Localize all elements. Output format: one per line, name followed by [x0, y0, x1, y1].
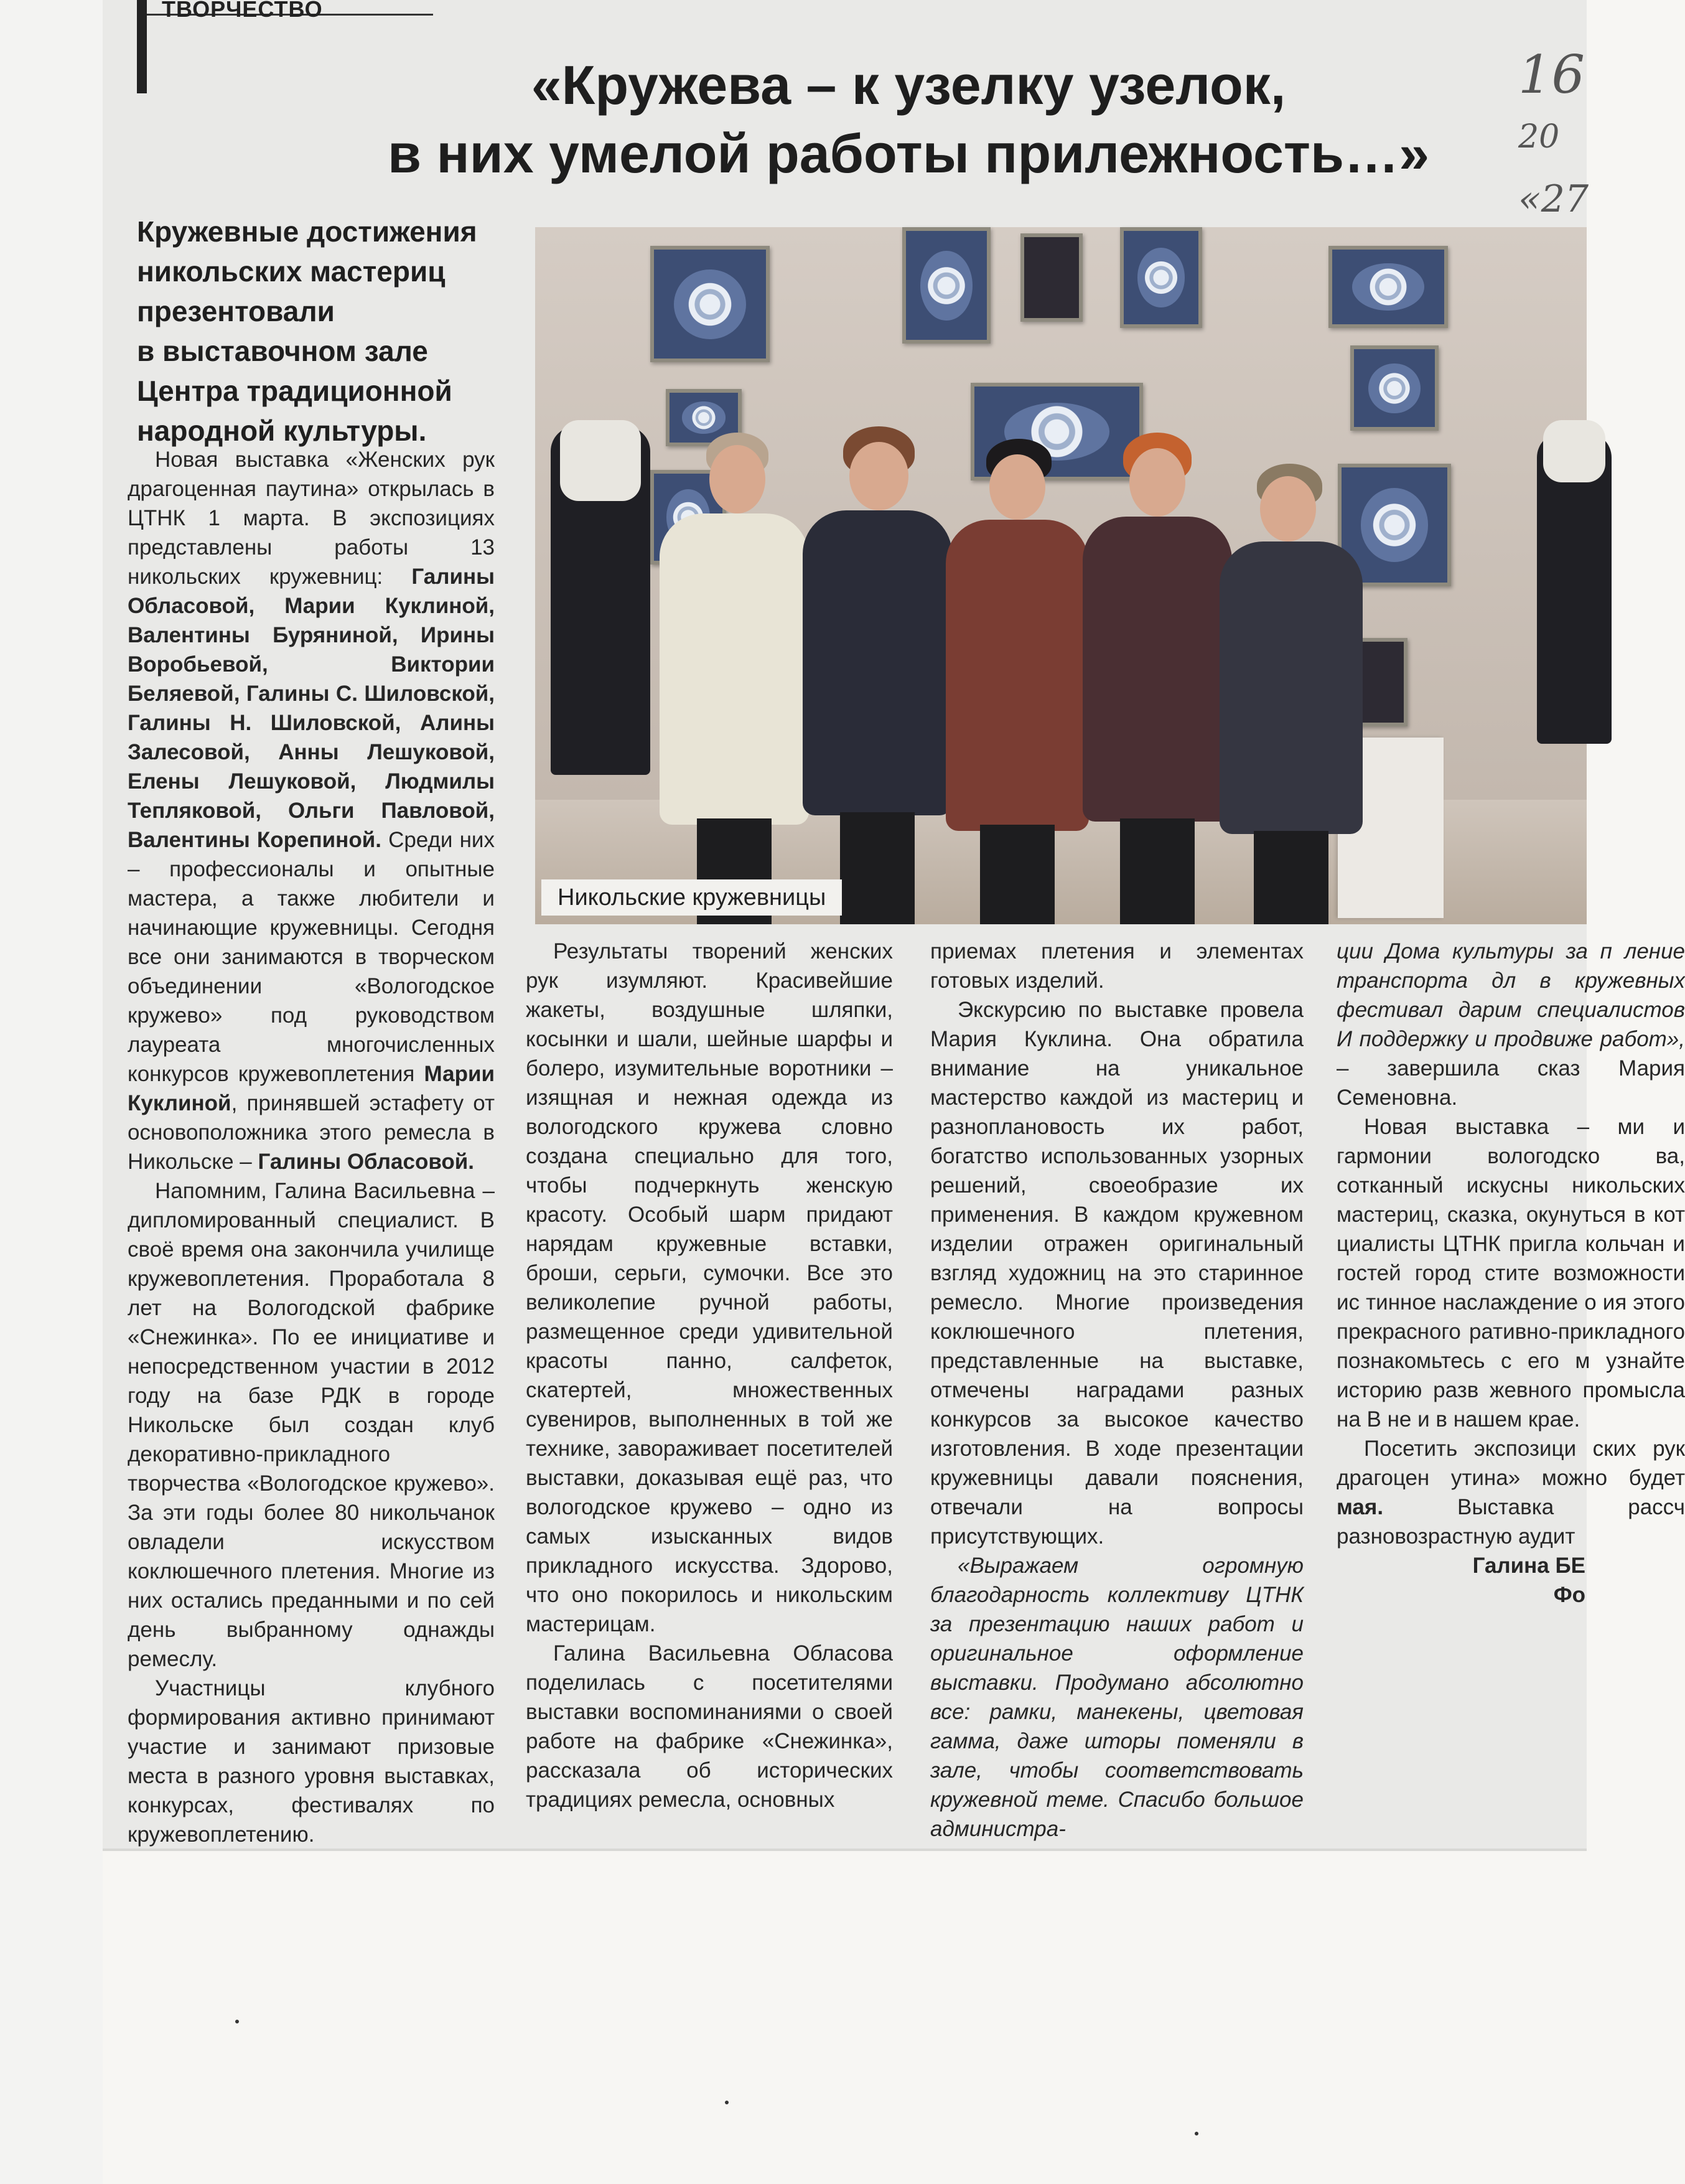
- article-lead: [137, 212, 485, 451]
- paragraph: Экскурсию по выставке провела Мария Куклина. Она обратила внимание на уникальное мастерство каждой из мастериц и разноплановость их работ, богатство использованных узорных решений, своеобразие их применения. В каждом кружевном изделии отражен оригинальный взгляд художниц на это старинное ремесло. Многие произведения коклюшечного плетения, представленные на выставке, отмечены наградами разных конкурсов за высокое качество изготовления. В ходе презентации кружевницы давали пояснения, отвечали на вопросы присутствующих.: [930, 998, 1304, 1549]
- scan-speck: [1195, 2132, 1198, 2135]
- artist-names: Галины Обласовой, Марии Куклиной, Валентины Буряниной, Ирины Воробьевой, Виктории Беляевой, Галины С. Шиловской, Галины Н. Шиловской, Алины Залесовой, Анны Лешуковой, Елены Лешуковой, Людмилы Тепляковой, Ольги Павловой, Валентины Корепиной.: [128, 565, 495, 852]
- founder-name: Галины Обласовой.: [258, 1150, 475, 1174]
- woman-1: [660, 433, 809, 924]
- rubric-label: ТВОРЧЕСТВО: [162, 0, 323, 22]
- handwritten-line: «27: [1518, 177, 1589, 221]
- text-column-3: [930, 937, 1304, 1844]
- paragraph: приемах плетения и элементах готовых изделий.: [930, 939, 1304, 993]
- handwritten-line: 16: [1518, 44, 1585, 105]
- lead-line: Кружевные достижения: [137, 215, 477, 248]
- lead-line: народной культуры.: [137, 415, 427, 447]
- leader-name: Марии Куклиной: [128, 1062, 495, 1115]
- paragraph: Новая выставка «Женских рук драгоценная паутина» открылась в ЦТНК 1 марта. В экспозициях представлены работы 13 никольских кружевниц: Галины Обласовой, Марии Куклиной, Валентины Буряниной, Ирины Воробьевой, Виктории Беляевой, Галины С. Шиловской, Галины Н. Шиловской, Алины Залесовой, Анны Лешуковой, Елены Лешуковой, Людмилы Тепляковой, Ольги Павловой, Валентины Корепиной. Среди них – профессионалы и опытные мастера, а также любители и начинающие кружевницы. Сегодня все они занимаются в творческом объединении «Вологодское кружево» под руководством лауреата многочисленных конкурсов кружевоплетения Марии Куклиной, принявшей эстафету от основоположника этого ремесла в Никольске – Галины Обласовой.: [128, 448, 495, 1174]
- text-column-2: [526, 937, 893, 1814]
- text-column-1: [128, 445, 495, 1849]
- scanner-margin: [0, 0, 103, 2184]
- lace-collar: [560, 420, 641, 501]
- lace-frame: [1120, 227, 1202, 328]
- lead-line: презентовали: [137, 295, 335, 327]
- lace-frame: [650, 246, 770, 362]
- paragraph: Напомним, Галина Васильевна – дипломированный специалист. В своё время она закончила училище кружевоплетения. Проработала 8 лет на Вологодской фабрике «Снежинка». По ее инициативе и непосредственном участии в 2012 году на базе РДК в городе Никольске был создан клуб декоративно-прикладного творчества «Вологодское кружево». За эти годы более 80 никольчанок овладели искусством коклюшечного плетения. Многие из них остались преданными и по сей день выбранному однажды ремеслу.: [128, 1179, 495, 1671]
- lead-line: никольских мастериц: [137, 255, 446, 288]
- quote-paragraph: «Выражаем огромную благодарность коллективу ЦТНК за презентацию наших работ и оригинальное оформление выставки. Продумано абсолютно все: рамки, манекены, цветовая гамма, даже шторы поменяли в зале, чтобы соответствовать кружевной теме. Спасибо большое администра-: [930, 1554, 1304, 1841]
- paragraph: Участницы клубного формирования активно принимают участие и занимают призовые места в разного уровня выставках, конкурсах, фестивалях по кружевоплетению.: [128, 1676, 495, 1847]
- rubric-bar: [137, 0, 147, 93]
- paragraph: Новая выставка – ми и гармонии вологодско ва, сотканный искусны никольских мастериц, сказка, окунуться в кот циалисты ЦТНК пригла кольчан и гостей город стите возможности ис тинное наслаждение о ия этого прекрасного ративно-прикладного познакомьтесь с его м узнайте историю разв жевного промысла на В не и в нашем крае.: [1337, 1115, 1685, 1432]
- lace-frame: [1328, 246, 1448, 328]
- text-column-4: [1337, 937, 1685, 1839]
- scan-speck: [725, 2101, 729, 2104]
- woman-4: [1083, 433, 1232, 924]
- photo-credit: Фо: [1553, 1583, 1585, 1607]
- article-headline: [261, 51, 1556, 188]
- lace-collar: [1543, 420, 1605, 482]
- lace-frame: [902, 227, 991, 344]
- lace-frame: [1020, 233, 1083, 322]
- headline-line: «Кружева – к узелку узелок,: [531, 54, 1286, 116]
- exhibition-photo: [535, 227, 1587, 923]
- paragraph: ции Дома культуры за п ление транспорта дл в кружевных фестивал дарим специалистов И поддержку и продвиже работ», – завершила сказ Мария Семеновна.: [1337, 939, 1685, 1110]
- lead-line: в выставочном зале: [137, 335, 428, 367]
- woman-2: [803, 426, 952, 924]
- scan-speck: [235, 2020, 239, 2023]
- lead-line: Центра традиционной: [137, 375, 452, 407]
- photo-caption: Никольские кружевницы: [541, 879, 842, 916]
- paragraph: Результаты творений женских рук изумляют. Красивейшие жакеты, воздушные шляпки, косынки и шали, шейные шарфы и болеро, изумительные воротники – изящная и нежная одежда из вологодского кружева словно создана специально для того, чтобы подчеркнуть женскую красоту. Особый шарм придают нарядам кружевные вставки, броши, серьги, сумочки. Все это великолепие ручной работы, размещенное среди удивительной красоты панно, салфеток, скатертей, множественных сувениров, выполненных в той же технике, завораживает посетителей выставки, доказывая ещё раз, что вологодское кружево – одно из самых изысканных видов прикладного искусства. Здорово, что оно покорилось и никольским мастерицам.: [526, 939, 893, 1636]
- paragraph: Посетить экспозици ских рук драгоцен утина» можно будет мая. Выставка рассч разновозрастную аудит: [1337, 1436, 1685, 1549]
- woman-3: [946, 439, 1089, 924]
- handwritten-line: 20: [1518, 118, 1560, 156]
- lace-frame: [1350, 345, 1439, 431]
- headline-line: в них умелой работы прилежность…»: [387, 123, 1430, 184]
- woman-5: [1220, 464, 1363, 924]
- paragraph: Галина Васильевна Обласова поделилась с посетителями выставки воспоминаниями о своей работе на фабрике «Снежинка», рассказала об исторических традициях ремесла, основных: [526, 1641, 893, 1812]
- author-signature: Галина БЕ: [1472, 1554, 1585, 1578]
